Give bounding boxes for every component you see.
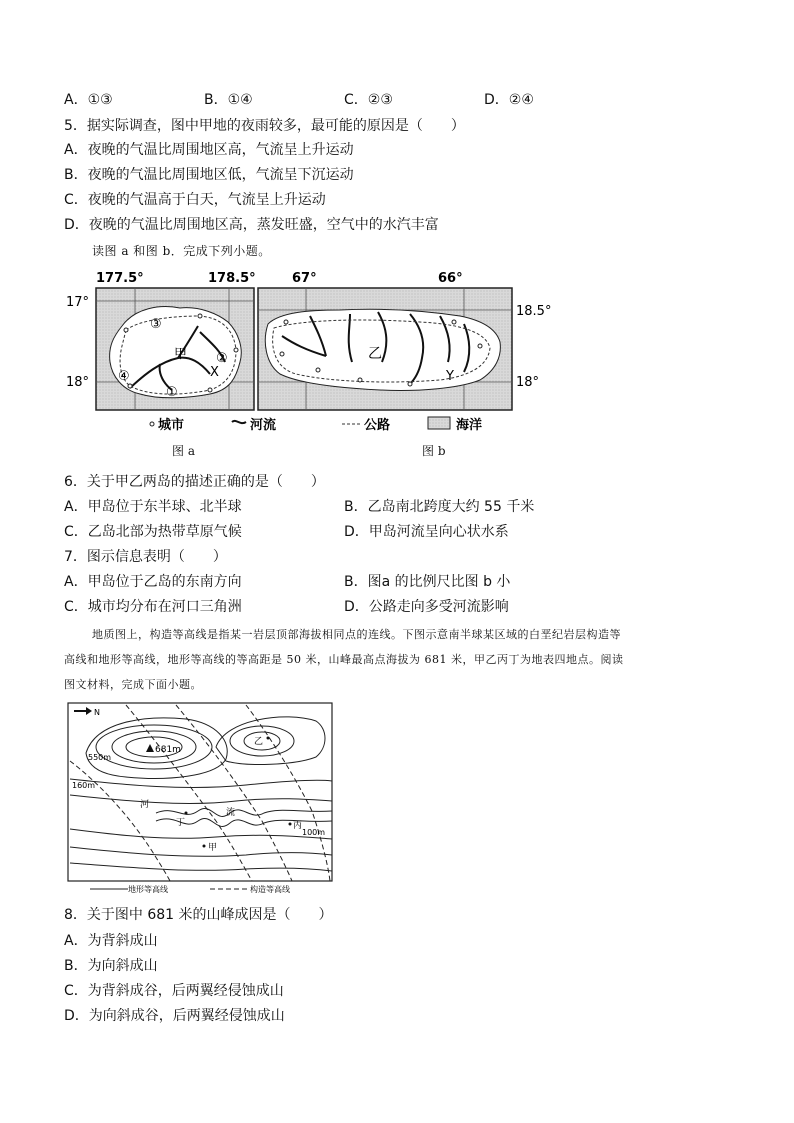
q5-option-c: C．夜晚的气温高于白天，气流呈上升运动 xyxy=(64,192,326,208)
q5-option-d: D．夜晚的气温比周围地区高，蒸发旺盛，空气中的水汽丰富 xyxy=(64,217,439,233)
q8-option-a: A．为背斜成山 xyxy=(64,933,158,949)
q6-option-a: A．甲岛位于东半球、北半球 xyxy=(64,499,242,515)
label-jia: 甲 xyxy=(174,347,188,362)
lon-a-left: 177.5° xyxy=(96,271,144,286)
label-681: 681m xyxy=(155,745,181,755)
label-c3: ③ xyxy=(150,317,162,332)
intro-geo-line2: 高线和地形等高线，地形等高线的等高距是 50 米，山峰最高点海拔为 681 米，甲乙丙丁为地表四地点。阅读 xyxy=(64,653,624,666)
figure-ab xyxy=(60,266,560,436)
label-c4: ④ xyxy=(118,369,130,384)
label-bing: 丙 xyxy=(293,821,303,831)
label-c2: ② xyxy=(216,351,228,366)
lon-a-right: 178.5° xyxy=(208,271,256,286)
q7-option-b: B．图a 的比例尺比图 b 小 xyxy=(344,574,511,590)
lat-b-top: 18.5° xyxy=(516,304,552,319)
q6-stem: 6．关于甲乙两岛的描述正确的是（ ） xyxy=(64,474,325,490)
intro-geo-line1: 地质图上，构造等高线是指某一岩层顶部海拔相同点的连线。下图示意南半球某区域的白垩纪岩层构造等 xyxy=(92,628,621,641)
label-160: 160m xyxy=(72,781,96,790)
caption-a: 图 a xyxy=(172,444,195,458)
intro-geo-line3: 图文材料，完成下面小题。 xyxy=(64,678,202,691)
q5-option-b: B．夜晚的气温比周围地区低，气流呈下沉运动 xyxy=(64,167,354,183)
legend-city: 城市 xyxy=(158,418,185,433)
legend-struct: 构造等高线 xyxy=(250,885,290,894)
label-y: Y xyxy=(446,369,454,384)
q5-stem: 5．据实际调查，图中甲地的夜雨较多，最可能的原因是（ ） xyxy=(64,118,465,134)
q4-option-d: D．②④ xyxy=(484,92,534,108)
q4-option-b: B．①④ xyxy=(204,92,253,108)
caption-b: 图 b xyxy=(422,444,446,458)
q4-option-c: C．②③ xyxy=(344,92,393,108)
label-ding: 丁 xyxy=(176,818,186,828)
q7-stem: 7．图示信息表明（ ） xyxy=(64,549,227,565)
label-yi: 乙 xyxy=(368,346,382,362)
q7-option-c: C．城市均分布在河口三角洲 xyxy=(64,599,242,615)
figure-contour xyxy=(66,701,336,895)
q4-option-a: A．①③ xyxy=(64,92,113,108)
lon-b-right: 66° xyxy=(438,271,463,286)
legend-road: 公路 xyxy=(364,418,391,433)
legend-river: 河流 xyxy=(250,418,277,433)
lon-b-left: 67° xyxy=(292,271,317,286)
lat-a-top: 17° xyxy=(66,295,90,310)
intro-ab: 读图 a 和图 b．完成下列小题。 xyxy=(92,244,271,258)
label-yi: 乙 xyxy=(254,737,264,747)
label-river2: 流 xyxy=(226,808,236,818)
q6-option-c: C．乙岛北部为热带草原气候 xyxy=(64,524,242,540)
label-jia: 甲 xyxy=(208,843,218,853)
q7-option-a: A．甲岛位于乙岛的东南方向 xyxy=(64,574,242,590)
q8-option-c: C．为背斜成谷，后两翼经侵蚀成山 xyxy=(64,983,284,999)
contour-frame xyxy=(68,703,332,881)
lat-b-bottom: 18° xyxy=(516,375,540,390)
q6-option-b: B．乙岛南北跨度大约 55 千米 xyxy=(344,499,535,515)
q8-stem: 8．关于图中 681 米的山峰成因是（ ） xyxy=(64,907,333,923)
q8-option-b: B．为向斜成山 xyxy=(64,958,158,974)
north-label: N xyxy=(94,708,100,717)
q7-option-d: D．公路走向多受河流影响 xyxy=(344,599,509,615)
q8-option-d: D．为向斜成谷，后两翼经侵蚀成山 xyxy=(64,1008,285,1024)
label-100: 100m xyxy=(302,828,326,837)
legend-sea: 海洋 xyxy=(456,418,483,433)
q5-option-a: A．夜晚的气温比周围地区高，气流呈上升运动 xyxy=(64,142,354,158)
label-x: X xyxy=(210,365,219,380)
label-river1: 河 xyxy=(140,800,150,810)
label-550: 550m xyxy=(88,753,112,762)
lat-a-bottom: 18° xyxy=(66,375,90,390)
legend-terrain: 地形等高线 xyxy=(128,885,168,894)
q6-option-d: D．甲岛河流呈向心状水系 xyxy=(344,524,509,540)
label-c1: ① xyxy=(166,385,178,400)
